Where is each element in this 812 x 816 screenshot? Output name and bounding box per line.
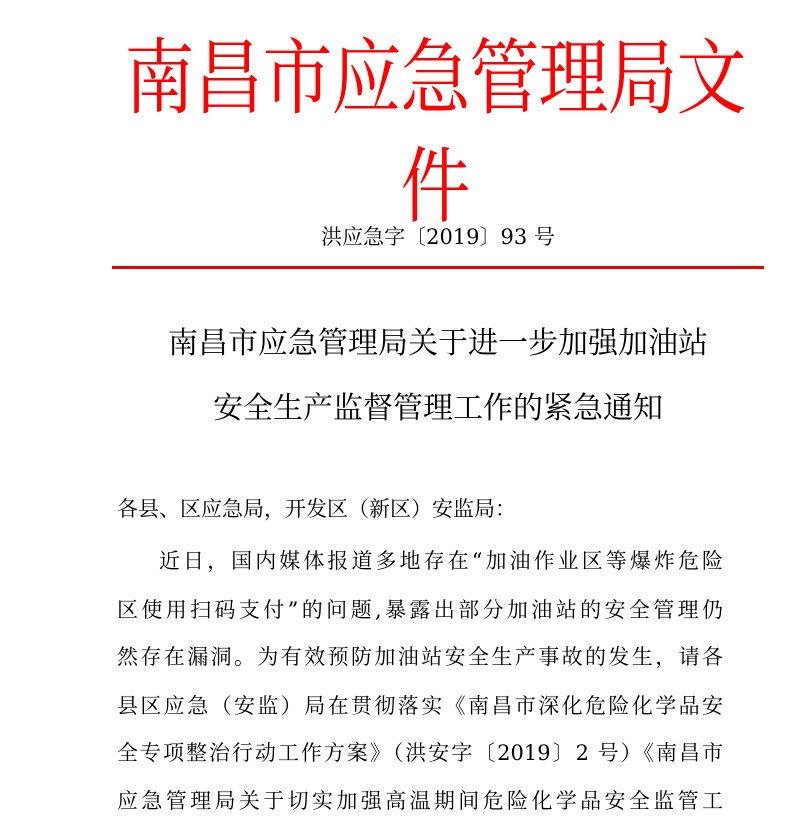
document-header-title: 南昌市应急管理局文件	[124, 29, 746, 236]
body-paragraph-line: 应急管理局关于切实加强高温期间危险化学品安全监管工	[117, 789, 723, 813]
body-paragraph-line: 然存在漏洞。为有效预防加油站安全生产事故的发生，请各	[117, 645, 723, 669]
body-paragraph-line: 县区应急（安监）局在贯彻落实《南昌市深化危险化学品安	[117, 694, 723, 718]
red-divider-line	[112, 266, 764, 269]
document-number: 洪应急字〔2019〕93 号	[321, 225, 555, 249]
body-paragraph-line: 区使用扫码支付”的问题,暴露出部分加油站的安全管理仍	[117, 598, 723, 622]
body-paragraph-line: 全专项整治行动工作方案》（洪安字〔2019〕2 号）《南昌市	[117, 741, 723, 765]
salutation: 各县、区应急局，开发区（新区）安监局：	[117, 497, 516, 521]
document-title-line-2: 安全生产监督管理工作的紧急通知	[213, 391, 663, 426]
document-title-line-1: 南昌市应急管理局关于进一步加强加油站	[168, 326, 708, 361]
body-paragraph-line: 近日，国内媒体报道多地存在“加油作业区等爆炸危险	[159, 549, 723, 573]
